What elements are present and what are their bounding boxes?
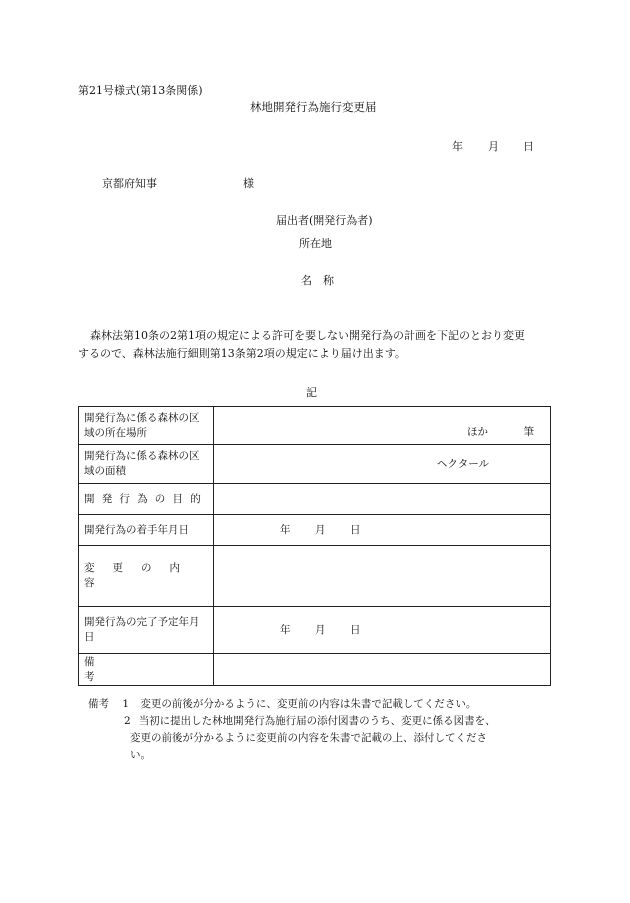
ki-heading: 記 (306, 386, 317, 399)
row-label-purpose (84, 492, 208, 507)
start-year: 年 (280, 524, 291, 536)
purpose-field[interactable] (214, 484, 551, 515)
body-text-line2: するので、森林法施行細則第13条第2項の規定により届け出ます。 (78, 347, 406, 360)
row-label-change: 変更の内容 (84, 562, 198, 589)
table-row (79, 484, 551, 515)
row-label-end-date: 開発行為の完了予定年月日 (79, 607, 214, 654)
end-month: 月 (315, 624, 326, 636)
hoka-label: ほか (467, 426, 488, 438)
applicant-heading: 届出者(開発行為者) (276, 214, 373, 227)
start-month: 月 (315, 524, 326, 536)
table-row (79, 445, 551, 484)
note-2-text-line2: 変更の前後が分かるように変更前の内容を朱書で記載の上、添付してくださ (130, 732, 487, 744)
body-text-line1: 森林法第10条の2第1項の規定による許可を要しない開発行為の計画を下記のとおり変更 (90, 329, 525, 342)
end-day: 日 (350, 624, 361, 636)
notes-prefix: 備考 (88, 698, 109, 710)
end-date-field[interactable] (214, 607, 551, 654)
table-row (79, 654, 551, 686)
date-day: 日 (523, 140, 534, 153)
row-label-area: 開発行為に係る森林の区域の面積 (79, 445, 214, 484)
remarks-field[interactable] (214, 654, 551, 686)
page-title: 林地開発行為施行変更届 (250, 100, 377, 114)
note-2-text-line1: 当初に提出した林地開発行為施行届の添付図書のうち、変更に係る図書を、 (138, 715, 496, 727)
note-1-num: 1 (122, 698, 130, 710)
table-row (79, 607, 551, 654)
note-1-text: 変更の前後が分かるように、変更前の内容は朱書で記載してください。 (140, 698, 477, 710)
note-2-num: 2 (124, 715, 131, 727)
note-2 (88, 713, 496, 764)
notes (88, 696, 496, 764)
start-date-field[interactable] (214, 515, 551, 546)
note-1 (88, 696, 496, 713)
row-label-remarks: 備考 (84, 655, 193, 683)
row-label-location: 開発行為に係る森林の区域の所在場所 (79, 407, 214, 445)
date-month: 月 (488, 140, 499, 153)
note-2-text-line3: い。 (130, 749, 151, 761)
purpose-label: 開発行為の目的 (84, 492, 208, 505)
addressee: 京都府知事 (102, 177, 157, 190)
honorific: 様 (243, 177, 254, 190)
date-year: 年 (452, 140, 463, 153)
change-field[interactable] (214, 546, 551, 607)
table-row (79, 546, 551, 607)
end-year: 年 (280, 624, 291, 636)
area-field[interactable] (214, 445, 551, 484)
start-day: 日 (350, 524, 361, 536)
table-row (79, 407, 551, 445)
hitsu-label: 筆 (523, 426, 534, 438)
row-label-start-date: 開発行為の着手年月日 (79, 515, 214, 546)
table-row (79, 515, 551, 546)
location-field[interactable] (214, 407, 551, 445)
hectare-label: ヘクタール (436, 458, 489, 470)
name-label: 名 称 (301, 274, 334, 287)
address-label: 所在地 (299, 237, 332, 250)
form-table (78, 406, 551, 686)
form-number: 第21号様式(第13条関係) (78, 84, 203, 97)
